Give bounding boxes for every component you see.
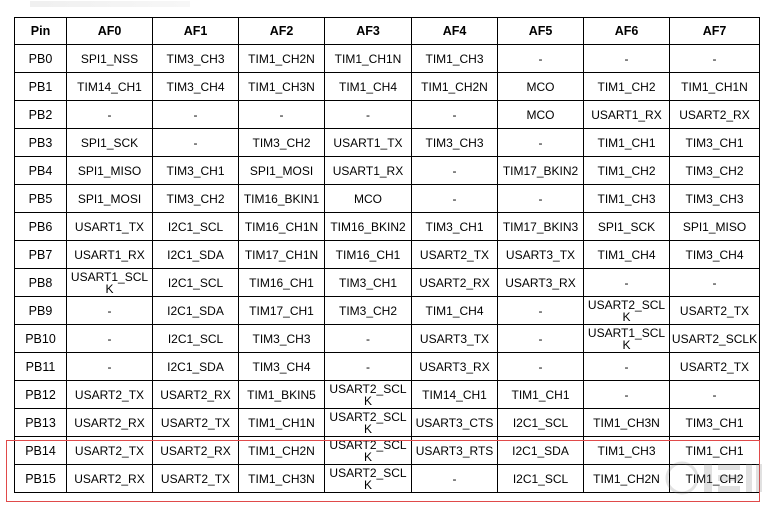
function-cell: TIM17_BKIN3 [498, 213, 584, 241]
function-cell: - [584, 353, 670, 381]
function-cell: TIM1_CH1 [498, 381, 584, 409]
function-cell: TIM3_CH1 [670, 129, 760, 157]
pin-cell: PB7 [15, 241, 67, 269]
function-cell: USART1_SCLK [67, 269, 153, 297]
function-cell: USART2_RX [412, 269, 498, 297]
pin-cell: PB0 [15, 45, 67, 73]
function-cell: I2C1_SCL [153, 269, 239, 297]
function-cell: USART2_SCLK [325, 409, 412, 437]
function-cell: TIM1_CH3 [584, 437, 670, 465]
header-cell: AF5 [498, 18, 584, 45]
function-cell: - [412, 157, 498, 185]
function-cell: MCO [325, 185, 412, 213]
header-cell: AF7 [670, 18, 760, 45]
function-cell: TIM1_CH2N [239, 45, 325, 73]
function-cell: - [584, 381, 670, 409]
function-cell: USART2_SCLK [325, 465, 412, 493]
function-cell: TIM1_CH4 [325, 73, 412, 101]
function-cell: I2C1_SDA [498, 437, 584, 465]
table-row [15, 325, 760, 353]
function-cell: - [325, 353, 412, 381]
function-cell: USART2_TX [670, 297, 760, 325]
function-cell: USART2_RX [153, 437, 239, 465]
function-cell: TIM3_CH1 [412, 213, 498, 241]
function-cell: TIM3_CH1 [153, 157, 239, 185]
function-cell: - [498, 185, 584, 213]
function-cell: TIM1_CH3N [239, 465, 325, 493]
function-cell: I2C1_SCL [153, 213, 239, 241]
function-cell: - [584, 269, 670, 297]
function-cell: USART2_RX [67, 409, 153, 437]
table-row [15, 45, 760, 73]
function-cell: USART2_TX [153, 465, 239, 493]
function-cell: TIM14_CH1 [67, 73, 153, 101]
function-cell: TIM3_CH3 [239, 325, 325, 353]
function-cell: MCO [498, 101, 584, 129]
table-row [15, 241, 760, 269]
function-cell: I2C1_SCL [153, 325, 239, 353]
function-cell: USART1_SCLK [584, 325, 670, 353]
function-cell: MCO [498, 73, 584, 101]
function-cell: TIM1_CH2 [670, 465, 760, 493]
function-cell: USART2_RX [670, 101, 760, 129]
function-cell: - [498, 325, 584, 353]
function-cell: - [498, 129, 584, 157]
function-cell: USART2_TX [670, 353, 760, 381]
function-cell: USART1_TX [325, 129, 412, 157]
function-cell: - [239, 101, 325, 129]
function-cell: TIM1_CH4 [412, 297, 498, 325]
function-cell: USART1_RX [325, 157, 412, 185]
pin-cell: PB15 [15, 465, 67, 493]
table-row [15, 409, 760, 437]
table-row [15, 213, 760, 241]
header-cell: AF2 [239, 18, 325, 45]
function-cell: USART2_SCLK [584, 297, 670, 325]
function-cell: USART3_TX [412, 325, 498, 353]
pin-cell: PB13 [15, 409, 67, 437]
function-cell: - [670, 45, 760, 73]
pin-cell: PB2 [15, 101, 67, 129]
pin-alternate-function-table [14, 17, 760, 493]
table-row [15, 73, 760, 101]
function-cell: SPI1_NSS [67, 45, 153, 73]
table-body [15, 45, 760, 493]
function-cell: TIM3_CH2 [670, 157, 760, 185]
function-cell: - [67, 353, 153, 381]
function-cell: TIM1_CH1 [670, 437, 760, 465]
header-cell: AF0 [67, 18, 153, 45]
pin-cell: PB14 [15, 437, 67, 465]
function-cell: TIM1_CH3N [584, 409, 670, 437]
function-cell: I2C1_SDA [153, 353, 239, 381]
function-cell: TIM3_CH2 [239, 129, 325, 157]
header-cell: Pin [15, 18, 67, 45]
function-cell: USART2_SCLK [670, 325, 760, 353]
function-cell: - [584, 45, 670, 73]
function-cell: - [412, 101, 498, 129]
function-cell: USART1_RX [584, 101, 670, 129]
table-row [15, 381, 760, 409]
function-cell: TIM1_CH4 [584, 241, 670, 269]
pin-cell: PB3 [15, 129, 67, 157]
function-cell: TIM1_CH2N [584, 465, 670, 493]
function-cell: TIM16_CH1 [325, 241, 412, 269]
function-cell: TIM1_CH2N [239, 437, 325, 465]
function-cell: - [67, 297, 153, 325]
table-row [15, 157, 760, 185]
function-cell: SPI1_MOSI [67, 185, 153, 213]
function-cell: TIM3_CH1 [325, 269, 412, 297]
function-cell: TIM1_CH1N [670, 73, 760, 101]
function-cell: USART3_RX [412, 353, 498, 381]
function-cell: TIM3_CH4 [153, 73, 239, 101]
function-cell: USART2_TX [412, 241, 498, 269]
header-cell: AF6 [584, 18, 670, 45]
function-cell: USART2_SCLK [325, 437, 412, 465]
function-cell: USART3_CTS [412, 409, 498, 437]
function-cell: TIM1_CH2 [584, 157, 670, 185]
function-cell: - [498, 297, 584, 325]
table-row [15, 465, 760, 493]
function-cell: TIM16_BKIN1 [239, 185, 325, 213]
function-cell: - [412, 185, 498, 213]
function-cell: - [153, 101, 239, 129]
function-cell: USART3_RX [498, 269, 584, 297]
function-cell: TIM16_BKIN2 [325, 213, 412, 241]
header-cell: AF1 [153, 18, 239, 45]
function-cell: - [412, 465, 498, 493]
function-cell: TIM1_CH3 [412, 45, 498, 73]
pin-cell: PB5 [15, 185, 67, 213]
pin-cell: PB6 [15, 213, 67, 241]
function-cell: USART2_RX [153, 381, 239, 409]
function-cell: USART3_RTS [412, 437, 498, 465]
function-cell: TIM1_CH3 [584, 185, 670, 213]
pin-cell: PB10 [15, 325, 67, 353]
function-cell: SPI1_MISO [67, 157, 153, 185]
function-cell: TIM3_CH3 [670, 185, 760, 213]
function-cell: TIM1_BKIN5 [239, 381, 325, 409]
table-row [15, 101, 760, 129]
function-cell: USART2_SCLK [325, 381, 412, 409]
function-cell: TIM1_CH2 [584, 73, 670, 101]
function-cell: - [325, 101, 412, 129]
function-cell: SPI1_SCK [584, 213, 670, 241]
pin-cell: PB11 [15, 353, 67, 381]
function-cell: TIM3_CH1 [670, 409, 760, 437]
function-cell: TIM17_CH1N [239, 241, 325, 269]
header-cell: AF4 [412, 18, 498, 45]
cropped-heading-strip [0, 0, 778, 16]
function-cell: TIM17_CH1 [239, 297, 325, 325]
function-cell: - [67, 325, 153, 353]
function-cell: USART3_TX [498, 241, 584, 269]
table-row [15, 269, 760, 297]
function-cell: SPI1_MOSI [239, 157, 325, 185]
function-cell: - [670, 269, 760, 297]
function-cell: USART2_TX [153, 409, 239, 437]
function-cell: TIM3_CH2 [325, 297, 412, 325]
table-row [15, 353, 760, 381]
function-cell: USART1_RX [67, 241, 153, 269]
function-cell: SPI1_SCK [67, 129, 153, 157]
function-cell: SPI1_MISO [670, 213, 760, 241]
header-cell: AF3 [325, 18, 412, 45]
function-cell: USART2_RX [67, 465, 153, 493]
faded-heading-remnant [30, 1, 190, 7]
function-cell: TIM1_CH1N [239, 409, 325, 437]
function-cell: TIM1_CH2N [412, 73, 498, 101]
function-cell: - [670, 381, 760, 409]
function-cell: I2C1_SCL [498, 409, 584, 437]
function-cell: TIM1_CH1N [325, 45, 412, 73]
function-cell: - [67, 101, 153, 129]
function-cell: I2C1_SDA [153, 297, 239, 325]
function-cell: TIM3_CH4 [239, 353, 325, 381]
pin-cell: PB8 [15, 269, 67, 297]
pin-cell: PB1 [15, 73, 67, 101]
function-cell: I2C1_SCL [498, 465, 584, 493]
function-cell: TIM1_CH3N [239, 73, 325, 101]
function-cell: TIM3_CH3 [412, 129, 498, 157]
function-cell: TIM3_CH2 [153, 185, 239, 213]
function-cell: - [498, 45, 584, 73]
function-cell: USART2_TX [67, 381, 153, 409]
function-cell: USART2_TX [67, 437, 153, 465]
pin-cell: PB9 [15, 297, 67, 325]
function-cell: TIM14_CH1 [412, 381, 498, 409]
function-cell: TIM1_CH1 [584, 129, 670, 157]
function-cell: - [498, 353, 584, 381]
function-cell: TIM16_CH1N [239, 213, 325, 241]
function-cell: - [153, 129, 239, 157]
pin-cell: PB12 [15, 381, 67, 409]
table-row [15, 129, 760, 157]
table-row [15, 185, 760, 213]
function-cell: TIM16_CH1 [239, 269, 325, 297]
function-cell: TIM3_CH4 [670, 241, 760, 269]
function-cell: TIM17_BKIN2 [498, 157, 584, 185]
table-row [15, 437, 760, 465]
function-cell: TIM3_CH3 [153, 45, 239, 73]
table-header-row [15, 18, 760, 45]
function-cell: - [325, 325, 412, 353]
function-cell: I2C1_SDA [153, 241, 239, 269]
table-row [15, 297, 760, 325]
function-cell: USART1_TX [67, 213, 153, 241]
pin-cell: PB4 [15, 157, 67, 185]
